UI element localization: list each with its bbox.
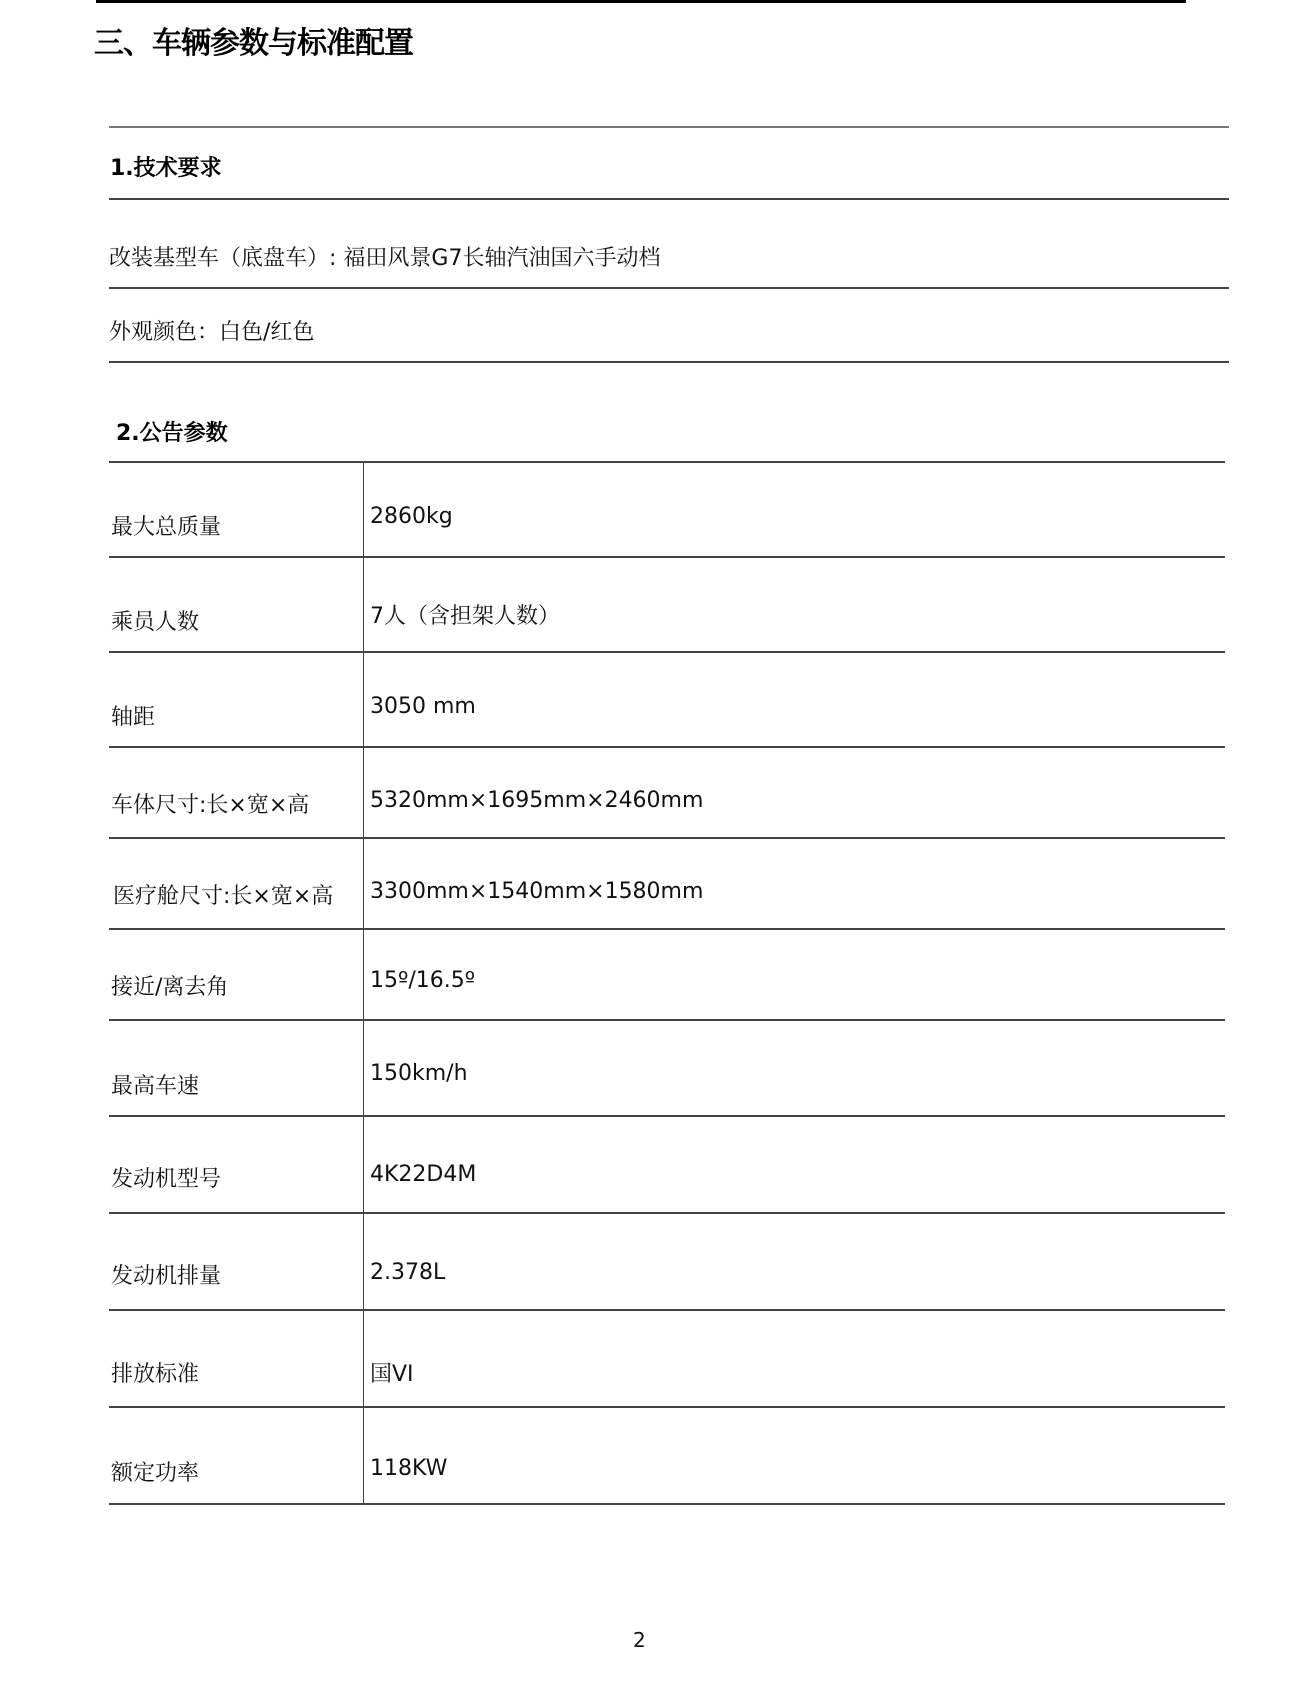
param-label: 额定功率 [111,1461,200,1486]
announcement-heading: 2.公告参数 [116,421,228,446]
header-rule [96,0,1186,3]
param-value: 2.378L [370,1260,446,1285]
section-title: 三、车辆参数与标准配置 [94,26,413,61]
table-row [109,1406,1225,1505]
table-row [109,928,1225,1019]
announcement-params-table [109,461,1225,1505]
column-divider [363,930,364,1019]
table-row [109,461,1225,556]
divider [109,126,1229,128]
param-label: 车体尺寸:长×宽×高 [111,793,310,818]
divider [109,198,1229,200]
param-label: 乘员人数 [111,610,200,635]
table-row [109,1115,1225,1212]
column-divider [363,653,364,746]
param-value: 2860kg [370,504,453,529]
param-label: 发动机型号 [111,1167,222,1192]
param-value: 4K22D4M [370,1162,477,1187]
column-divider [363,748,364,837]
table-row [109,1019,1225,1115]
column-divider [363,1117,364,1212]
param-label: 接近/离去角 [111,975,229,1000]
column-divider [363,1408,364,1503]
param-label: 医疗舱尺寸:长×宽×高 [113,884,334,909]
divider [109,361,1229,363]
table-row [109,1212,1225,1309]
param-value: 5320mm×1695mm×2460mm [370,788,704,813]
base-vehicle-text: 改装基型车（底盘车）: 福田风景G7长轴汽油国六手动档 [109,246,661,271]
param-value: 国VI [370,1362,414,1387]
param-value: 150km/h [370,1061,468,1086]
param-label: 最高车速 [111,1074,200,1099]
table-row [109,556,1225,651]
param-label: 发动机排量 [111,1264,222,1289]
param-value: 7人（含担架人数） [370,604,560,629]
divider [109,287,1229,289]
param-label: 轴距 [111,705,156,730]
table-row [109,651,1225,746]
param-label: 排放标准 [111,1362,200,1387]
param-value: 118KW [370,1456,448,1481]
column-divider [363,1214,364,1309]
page-number: 2 [633,1628,646,1652]
column-divider [363,839,364,928]
column-divider [363,463,364,556]
param-value: 15º/16.5º [370,968,476,993]
table-row [109,837,1225,928]
param-label: 最大总质量 [111,515,222,540]
param-value: 3300mm×1540mm×1580mm [370,879,704,904]
table-row [109,746,1225,837]
table-row [109,1309,1225,1406]
column-divider [363,1021,364,1115]
column-divider [363,1311,364,1406]
exterior-color-text: 外观颜色：白色/红色 [109,320,315,345]
param-value: 3050 mm [370,694,476,719]
column-divider [363,558,364,651]
tech-requirements-heading: 1.技术要求 [110,156,222,181]
